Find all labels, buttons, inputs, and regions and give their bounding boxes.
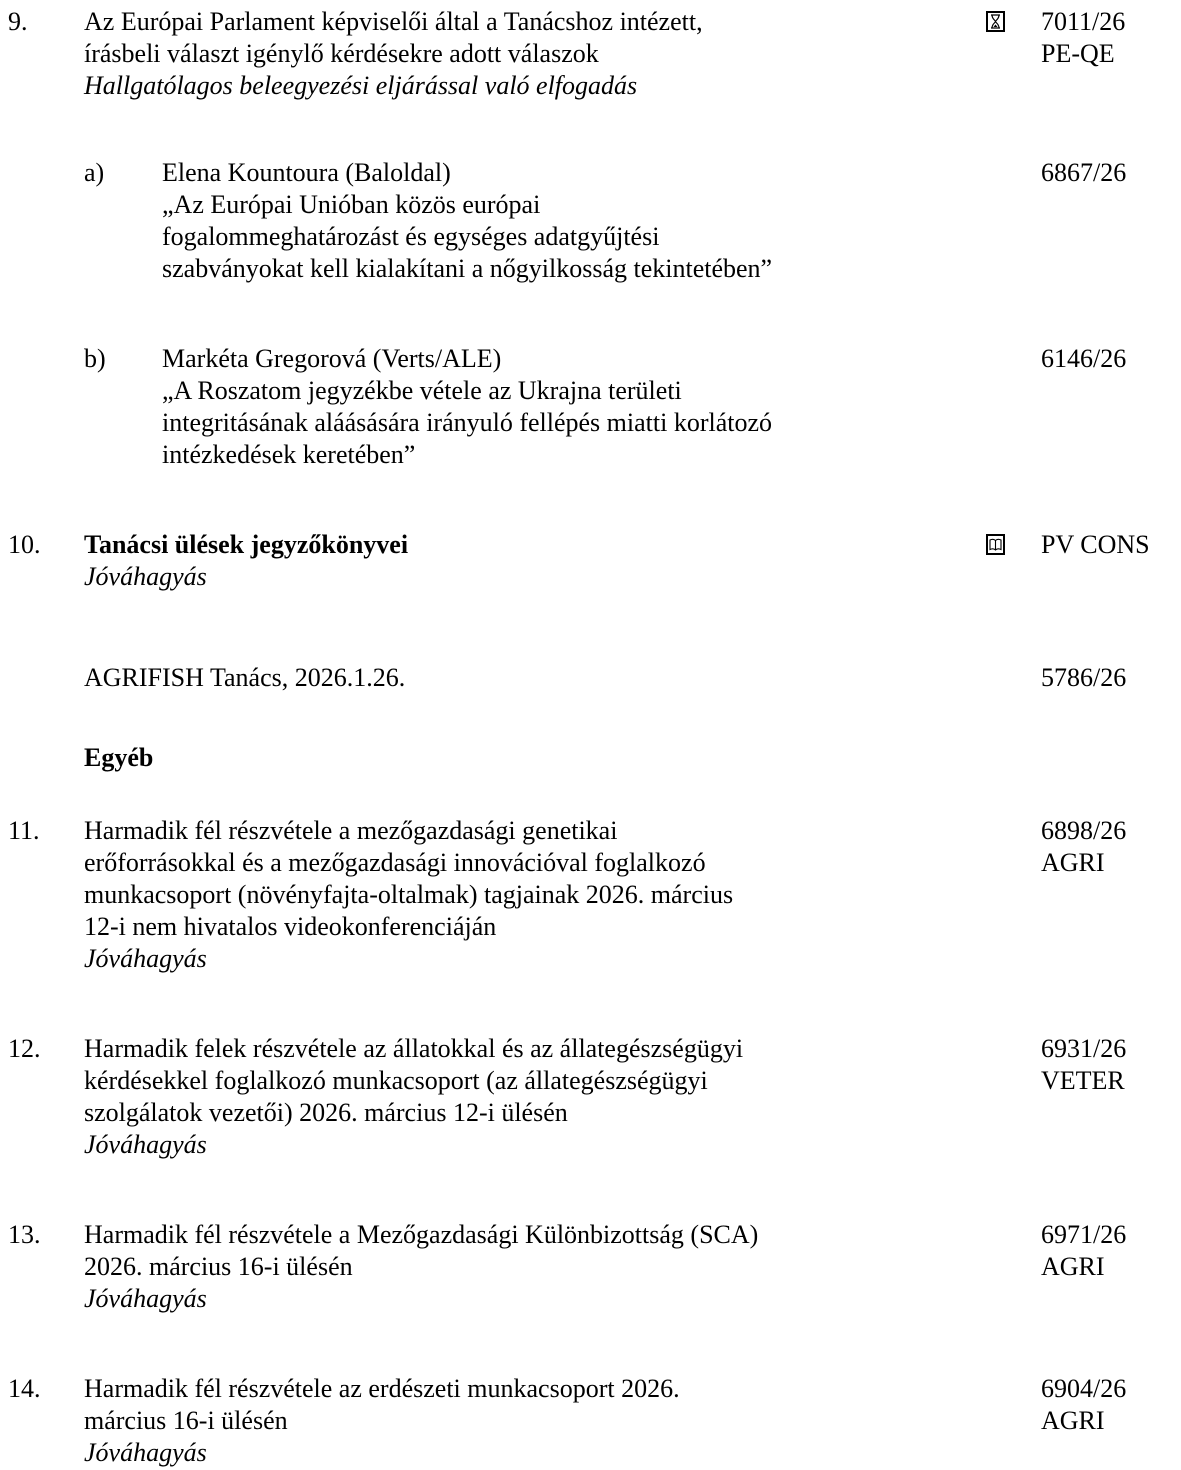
item-title-line: munkacsoport (növényfajta-oltalmak) tagjainak 2026. március <box>84 880 734 909</box>
document-reference: 6898/26 <box>1041 816 1127 845</box>
document-reference-code: AGRI <box>1041 848 1105 877</box>
item-title-line: Harmadik fél részvétele a mezőgazdasági genetikai <box>84 816 618 845</box>
book-icon <box>986 534 1005 555</box>
question-title-line: fogalommeghatározást és egységes adatgyűjtési <box>162 222 660 251</box>
item-number: 9. <box>8 7 28 36</box>
item-procedure: Jóváhagyás <box>84 1130 207 1159</box>
item-title-line: március 16-i ülésén <box>84 1406 288 1435</box>
section-heading: Egyéb <box>84 743 154 772</box>
item-title-line: kérdésekkel foglalkozó munkacsoport (az állategészségügyi <box>84 1066 708 1095</box>
document-reference-code: VETER <box>1041 1066 1125 1095</box>
item-procedure: Jóváhagyás <box>84 944 207 973</box>
sub-item-label: a) <box>84 158 105 187</box>
question-title-line: intézkedések keretében” <box>162 440 416 469</box>
item-number: 14. <box>8 1374 41 1403</box>
question-title-line: szabványokat kell kialakítani a nőgyilkosság tekintetében” <box>162 254 773 283</box>
item-number: 11. <box>8 816 40 845</box>
item-title-line: 12-i nem hivatalos videokonferenciáján <box>84 912 497 941</box>
document-reference: 6867/26 <box>1041 158 1127 187</box>
item-title-line: írásbeli választ igénylő kérdésekre adott válaszok <box>84 39 599 68</box>
item-number: 13. <box>8 1220 41 1249</box>
hourglass-icon <box>986 11 1005 32</box>
item-number: 12. <box>8 1034 41 1063</box>
minutes-entry: AGRIFISH Tanács, 2026.1.26. <box>84 663 406 692</box>
question-title-line: integritásának aláásására irányuló fellépés miatti korlátozó <box>162 408 773 437</box>
item-title-line: Az Európai Parlament képviselői által a Tanácshoz intézett, <box>84 7 703 36</box>
item-title-line: erőforrásokkal és a mezőgazdasági innovációval foglalkozó <box>84 848 706 877</box>
item-procedure: Hallgatólagos beleegyezési eljárással való elfogadás <box>84 71 638 100</box>
document-reference: PV CONS <box>1041 530 1150 559</box>
item-title: Tanácsi ülések jegyzőkönyvei <box>84 530 409 559</box>
question-title-line: „Az Európai Unióban közös európai <box>162 190 541 219</box>
item-title-line: Harmadik fél részvétele a Mezőgazdasági Különbizottság (SCA) <box>84 1220 759 1249</box>
document-reference: 7011/26 <box>1041 7 1126 36</box>
sub-item-label: b) <box>84 344 106 373</box>
item-title-line: szolgálatok vezetői) 2026. március 12-i ülésén <box>84 1098 568 1127</box>
document-reference: 6146/26 <box>1041 344 1127 373</box>
question-title-line: „A Roszatom jegyzékbe vétele az Ukrajna területi <box>162 376 682 405</box>
item-procedure: Jóváhagyás <box>84 1438 207 1467</box>
document-reference-code: PE-QE <box>1041 39 1115 68</box>
item-number: 10. <box>8 530 41 559</box>
document-reference: 6931/26 <box>1041 1034 1127 1063</box>
question-author: Elena Kountoura (Baloldal) <box>162 158 451 187</box>
document-reference: 6904/26 <box>1041 1374 1127 1403</box>
document-reference-code: AGRI <box>1041 1406 1105 1435</box>
item-procedure: Jóváhagyás <box>84 562 207 591</box>
item-title-line: Harmadik felek részvétele az állatokkal és az állategészségügyi <box>84 1034 744 1063</box>
document-reference-code: AGRI <box>1041 1252 1105 1281</box>
item-title-line: Harmadik fél részvétele az erdészeti munkacsoport 2026. <box>84 1374 680 1403</box>
item-procedure: Jóváhagyás <box>84 1284 207 1313</box>
document-reference: 6971/26 <box>1041 1220 1127 1249</box>
question-author: Markéta Gregorová (Verts/ALE) <box>162 344 502 373</box>
document-reference: 5786/26 <box>1041 663 1127 692</box>
item-title-line: 2026. március 16-i ülésén <box>84 1252 353 1281</box>
